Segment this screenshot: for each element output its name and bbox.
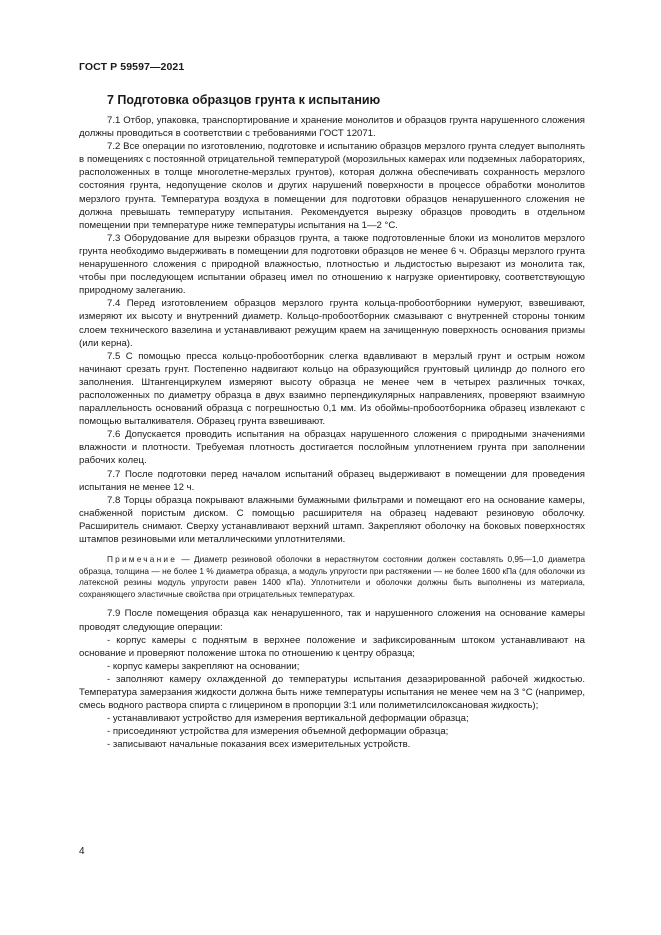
- paragraph-7-2: 7.2 Все операции по изготовлению, подготовке и испытанию образцов мерзлого грунта следует выполнять в помещениях с постоянной отрицательной температурой (морозильных камерах или подземных лабораториях, расположенных в толще многолетне-мерзлых грунтов), которая должна обеспечивать сохранность мерзлого состояния грунта, недопущение сколов и других нарушений поверхности в процессе обработки монолитов мерзлого грунта. Температура воздуха в помещении для подготовки образцов ненарушенного сложения не должна превышать температуру испытания. Рекомендуется вырезку образцов проводить в отдельном помещении при температуре ниже температуры испытания на 1—2 °С.: [79, 141, 585, 231]
- operation-item: - корпус камеры закрепляют на основании;: [107, 660, 300, 672]
- paragraph-7-1: 7.1 Отбор, упаковка, транспортирование и хранение монолитов и образцов грунта нарушенного сложения должны проводиться в соответствии с требованиями ГОСТ 12071.: [79, 115, 585, 140]
- paragraph-7-5: 7.5 С помощью пресса кольцо-пробоотборник слегка вдавливают в мерзлый грунт и острым ножом начинают срезать грунт. Постепенно надвигают кольцо на образующийся грунтовый цилиндр до полного его заполнения. Штангенциркулем измеряют высоту образца не менее чем в четырех различных точках, расположенных по диаметру образца в двух взаимно перпендикулярных направлениях, проверяют взаимную параллельность оснований образца с погрешностью 0,1 мм. Из обоймы-пробоотборника образец извлекают с помощью выталкивателя. Образец грунта взвешивают.: [79, 350, 585, 428]
- standard-header: ГОСТ Р 59597—2021: [79, 61, 185, 73]
- operation-item: - корпус камеры с поднятым в верхнее положение и зафиксированным штоком устанавливают на основание и проверяют положение штока по отношению к центру образца;: [79, 634, 585, 659]
- paragraph-7-6: 7.6 Допускается проводить испытания на образцах нарушенного сложения с природными значениями влажности и плотности. Требуемая плотность достигается послойным уплотнением грунта при заполнении рабочих колец.: [79, 429, 585, 467]
- operation-item: - заполняют камеру охлажденной до температуры испытания дезаэрированной рабочей жидкостью. Температура замерзания жидкости должна быть ниже температуры испытания не менее чем на 3 °С (например, смесь водного раствора спирта с глицерином в пропорции 3:1 или полиметилсилоксановая жидкость);: [79, 673, 585, 712]
- page-number: 4: [79, 846, 85, 857]
- operation-item: - присоединяют устройства для измерения объемной деформации образца;: [107, 726, 449, 738]
- paragraph-7-4: 7.4 Перед изготовлением образцов мерзлого грунта кольца-пробоотборники нумеруют, взвешивают, измеряют их высоту и внутренний диаметр. Кольцо-пробоотборник смазывают с внутренней стороны тонким слоем технического вазелина и устанавливают режущим краем на зачищенную поверхность основания призмы (или керна).: [79, 298, 585, 349]
- note: [79, 554, 585, 600]
- section-title: 7 Подготовка образцов грунта к испытанию: [107, 93, 381, 107]
- operation-item: - устанавливают устройство для измерения вертикальной деформации образца;: [107, 713, 469, 725]
- paragraph-7-3: 7.3 Оборудование для вырезки образцов грунта, а также подготовленные блоки из монолитов мерзлого грунта необходимо выдерживать в помещении для подготовки образцов не менее 6 ч. Образцы мерзлого грунта ненарушенного сложения с природной влажностью, плотностью и льдистостью вырезают из монолита так, чтобы при последующем испытании образец имел по отношению к нагрузке ориентировку, соответствующую природному залеганию.: [79, 232, 585, 297]
- paragraph-7-8: 7.8 Торцы образца покрывают влажными бумажными фильтрами и помещают его на основание камеры, снабженной пористым диском. С помощью расширителя на образец надевают резиновую оболочку. Расширитель снимают. Сверху устанавливают верхний штамп. Закрепляют оболочку на боковых поверхностях штампов резиновыми или металлическими уплотнителями.: [79, 494, 585, 545]
- paragraph-7-9: 7.9 После помещения образца как ненарушенного, так и нарушенного сложения на основание камеры проводят следующие операции:: [79, 608, 585, 633]
- operation-item: - записывают начальные показания всех измерительных устройств.: [107, 739, 411, 751]
- paragraph-7-7: 7.7 После подготовки перед началом испытаний образец выдерживают в помещении для проведения испытания не менее 12 ч.: [79, 468, 585, 493]
- note-dash: —: [177, 554, 194, 565]
- note-text: Диаметр резиновой оболочки в нерастянутом состоянии должен составлять 0,95—1,0 диаметра образца, толщина — не более 1 % диаметра образца, а модуль упругости при растяжении — не более 1600 кПа (для оболочки из латексной резины модуль упругости равен 1400 кПа). Уплотнители и оболочки должны быть выполнены из материала, сохраняющего эластичные свойства при отрицательных температурах.: [79, 554, 585, 599]
- note-label: Примечание: [107, 554, 178, 565]
- document-body: [79, 114, 585, 752]
